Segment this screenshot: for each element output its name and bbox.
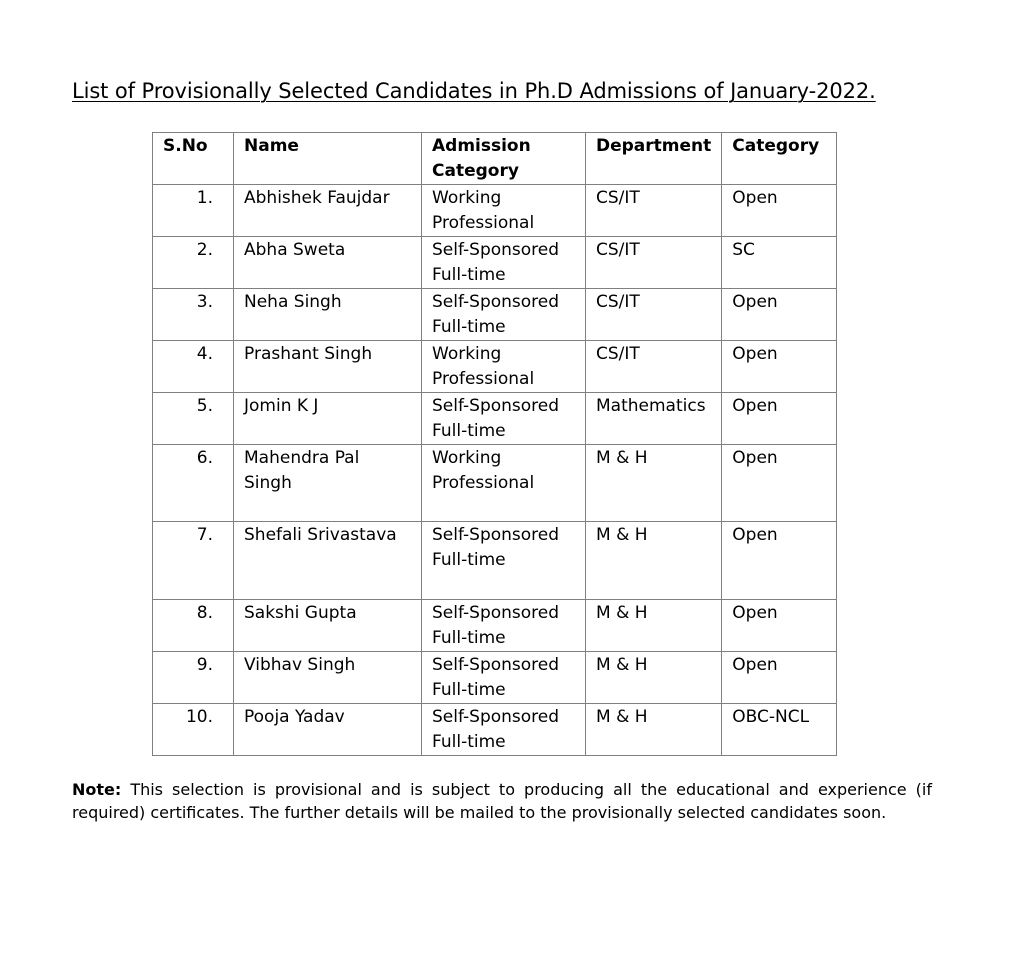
table-row (153, 393, 837, 445)
cell-name: Prashant Singh (234, 341, 422, 393)
cell-sno: 3. (153, 289, 234, 341)
cell-department: M & H (586, 652, 722, 704)
cell-category: OBC-NCL (722, 704, 837, 756)
header-admission-category: Admission Category (422, 133, 586, 185)
cell-department: CS/IT (586, 237, 722, 289)
cell-admission-category: Working Professional (422, 445, 586, 522)
cell-admission-category: Self-Sponsored Full-time (422, 289, 586, 341)
note-text: This selection is provisional and is subject to producing all the educational and experience (if required) certificates. The further details will be mailed to the provisionally selected candidates soon. (72, 780, 932, 822)
cell-admission-category: Self-Sponsored Full-time (422, 237, 586, 289)
cell-sno: 5. (153, 393, 234, 445)
cell-name: Abhishek Faujdar (234, 185, 422, 237)
header-name: Name (234, 133, 422, 185)
cell-admission-category: Self-Sponsored Full-time (422, 652, 586, 704)
cell-admission-category: Self-Sponsored Full-time (422, 704, 586, 756)
cell-sno: 7. (153, 522, 234, 600)
cell-category: SC (722, 237, 837, 289)
cell-name: Sakshi Gupta (234, 600, 422, 652)
table-row (153, 600, 837, 652)
header-sno: S.No (153, 133, 234, 185)
note-label: Note: (72, 780, 122, 799)
cell-sno: 4. (153, 341, 234, 393)
cell-department: M & H (586, 445, 722, 522)
table-row (153, 237, 837, 289)
cell-category: Open (722, 185, 837, 237)
table-row (153, 522, 837, 600)
cell-sno: 10. (153, 704, 234, 756)
table-row (153, 185, 837, 237)
cell-department: CS/IT (586, 185, 722, 237)
cell-department: CS/IT (586, 341, 722, 393)
header-category: Category (722, 133, 837, 185)
note-paragraph (72, 778, 932, 824)
table-row (153, 341, 837, 393)
cell-admission-category: Self-Sponsored Full-time (422, 393, 586, 445)
cell-admission-category: Working Professional (422, 185, 586, 237)
cell-name: Shefali Srivastava (234, 522, 422, 600)
cell-name: Vibhav Singh (234, 652, 422, 704)
table-row (153, 704, 837, 756)
document-title: List of Provisionally Selected Candidates in Ph.D Admissions of January-2022. (72, 79, 876, 103)
cell-name: Jomin K J (234, 393, 422, 445)
cell-category: Open (722, 445, 837, 522)
cell-category: Open (722, 289, 837, 341)
cell-category: Open (722, 393, 837, 445)
cell-category: Open (722, 600, 837, 652)
cell-sno: 1. (153, 185, 234, 237)
cell-sno: 8. (153, 600, 234, 652)
cell-department: M & H (586, 704, 722, 756)
cell-admission-category: Self-Sponsored Full-time (422, 600, 586, 652)
cell-sno: 9. (153, 652, 234, 704)
cell-name: Abha Sweta (234, 237, 422, 289)
table-header-row (153, 133, 837, 185)
table-row (153, 445, 837, 522)
cell-department: M & H (586, 522, 722, 600)
table-row (153, 289, 837, 341)
cell-category: Open (722, 652, 837, 704)
cell-admission-category: Working Professional (422, 341, 586, 393)
candidates-table (152, 132, 837, 756)
cell-department: Mathematics (586, 393, 722, 445)
cell-name: Neha Singh (234, 289, 422, 341)
cell-category: Open (722, 341, 837, 393)
cell-sno: 6. (153, 445, 234, 522)
cell-admission-category: Self-Sponsored Full-time (422, 522, 586, 600)
cell-sno: 2. (153, 237, 234, 289)
cell-name: Pooja Yadav (234, 704, 422, 756)
cell-department: M & H (586, 600, 722, 652)
cell-category: Open (722, 522, 837, 600)
header-department: Department (586, 133, 722, 185)
table-row (153, 652, 837, 704)
cell-name: Mahendra Pal Singh (234, 445, 422, 522)
cell-department: CS/IT (586, 289, 722, 341)
